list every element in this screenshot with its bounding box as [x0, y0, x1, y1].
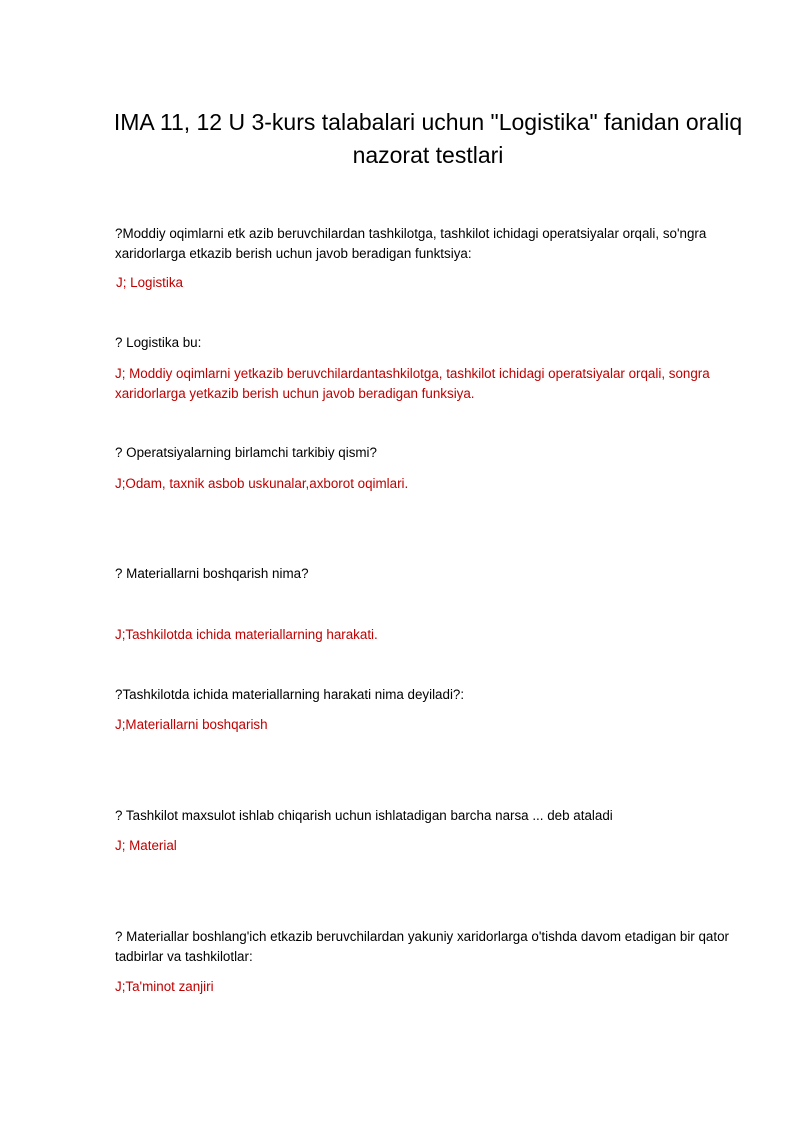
answer-1: J; Logistika — [116, 275, 183, 290]
answer-7: J;Ta'minot zanjiri — [115, 979, 214, 994]
question-2: ? Logistika bu: — [115, 335, 202, 350]
question-6: ? Tashkilot maxsulot ishlab chiqarish uchun ishlatadigan barcha narsa ... deb ataladi — [115, 808, 613, 823]
answer-3: J;Odam, taxnik asbob uskunalar,axborot oqimlari. — [115, 476, 409, 491]
document-title: IMA 11, 12 U 3-kurs talabalari uchun "Logistika" fanidan oraliq nazorat testlari — [113, 109, 743, 168]
answer-6: J; Material — [115, 838, 177, 853]
answer-2: J; Moddiy oqimlarni yetkazib beruvchilardantashkilotga, tashkilot ichidagi operatsiyalar orqali, songra xaridorlarga yetkazib berish uchun javob beradigan funksiya. — [115, 366, 710, 401]
question-5: ?Tashkilotda ichida materiallarning harakati nima deyiladi?: — [115, 687, 465, 702]
answer-4: J;Tashkilotda ichida materiallarning harakati. — [115, 627, 378, 642]
question-1: ?Moddiy oqimlarni etk azib beruvchilardan tashkilotga, tashkilot ichidagi operatsiyalar orqali, so'ngra xaridorlarga etkazib berish uchun javob beradigan funktsiya: — [115, 226, 707, 261]
question-3: ? Operatsiyalarning birlamchi tarkibiy qismi? — [115, 445, 377, 460]
question-4: ? Materiallarni boshqarish nima? — [115, 566, 309, 581]
answer-5: J;Materiallarni boshqarish — [115, 717, 268, 732]
question-7: ? Materiallar boshlang'ich etkazib beruvchilardan yakuniy xaridorlarga o'tishda davom etadigan bir qator tadbirlar va tashkilotlar: — [115, 929, 729, 964]
